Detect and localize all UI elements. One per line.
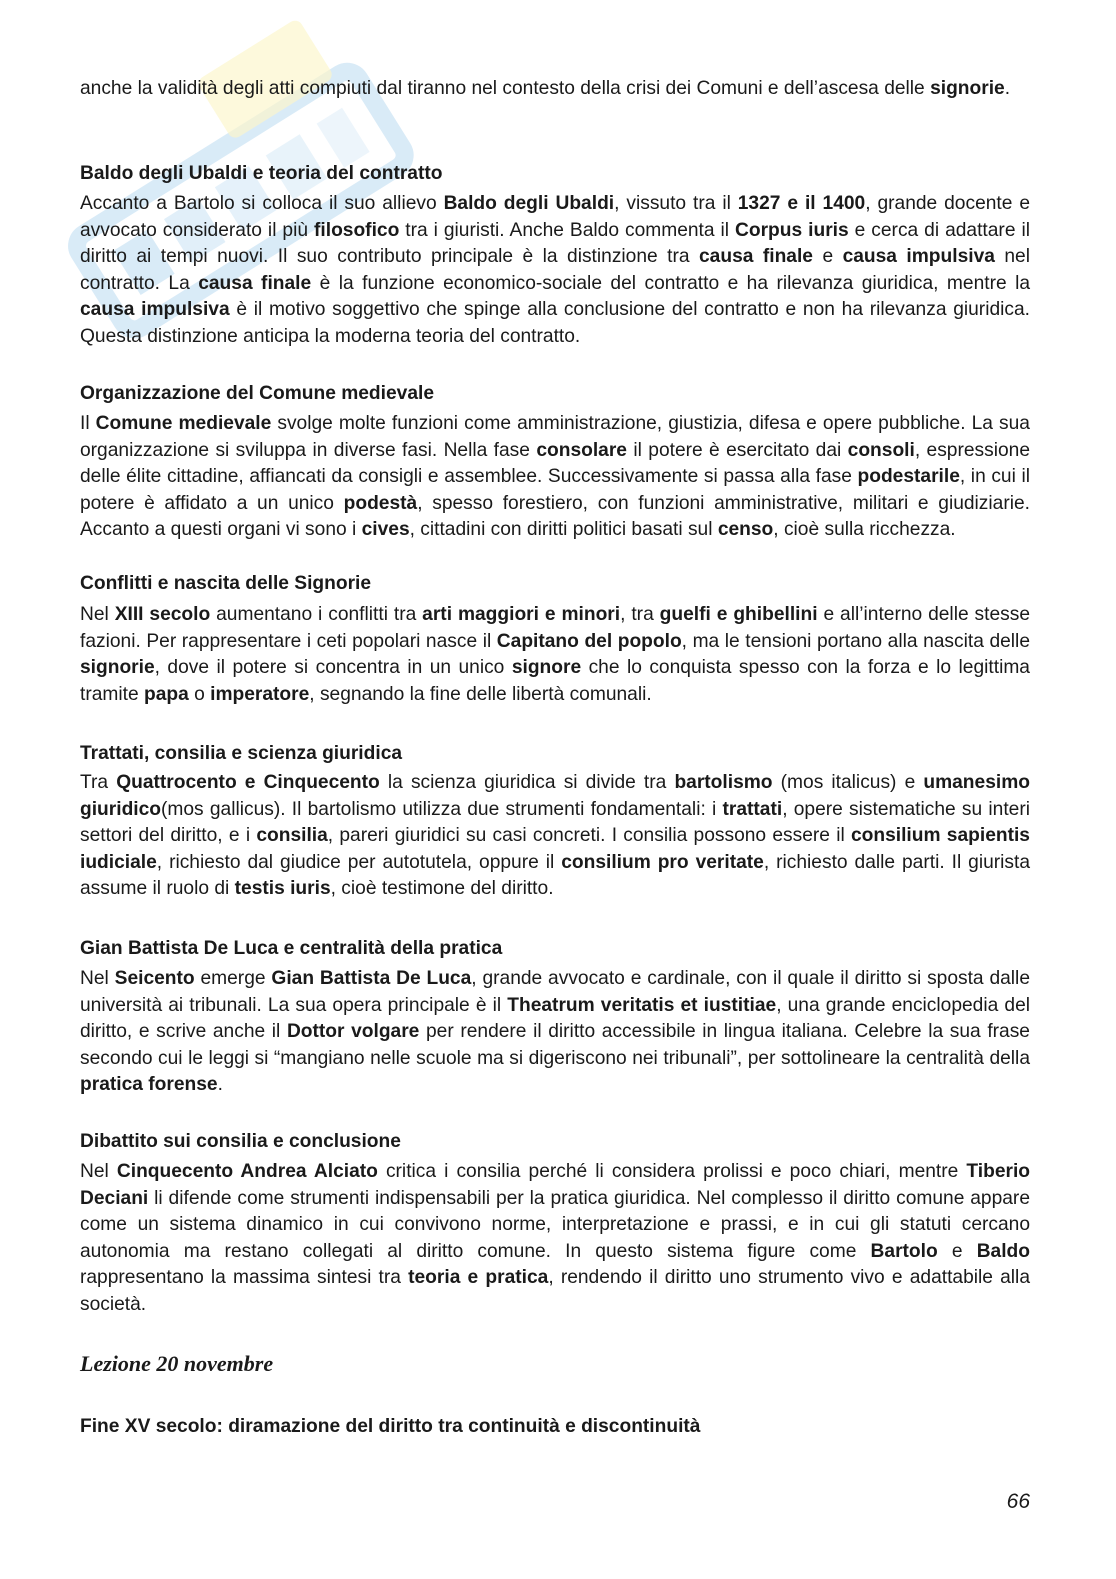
text-run: emerge [194,968,272,989]
bold-term: bartolismo [674,772,773,793]
bold-term: Capitano del popolo [496,630,682,652]
bold-term: signore [511,657,582,679]
text-run: e [812,246,843,268]
text-run: il potere è esercitato dai [626,439,848,461]
heading-deluca: Gian Battista De Luca e centralità della pratica [80,938,503,959]
text-run: Accanto a Bartolo si colloca il suo allievo [80,193,444,214]
bold-term: consilium pro veritate [561,851,764,873]
text-run: tra i giuristi. Anche Baldo commenta il [399,219,736,241]
bold-term: arti maggiori e minori [422,604,621,625]
text-run: Nel [80,604,115,625]
text-run: , ma le tensioni portano alla nascita delle [681,630,1030,652]
paragraph-baldo [80,191,1030,351]
text-run: li difende come strumenti indispensabili per la pratica giuridica. Nel complesso il diritto comune appare come un sistema dinamico in cui convivono norme, interpretazione e prassi, e in cui gli statuti cercano autonomia ma restano collegati al diritto comune. In questo sistema figure come [80,1187,1030,1262]
text-run: , cittadini con diritti politici basati sul [409,519,718,541]
bold-term: causa impulsiva [842,246,995,268]
text-run: , tra [620,604,660,625]
bold-term: XIII secolo [114,604,211,625]
bold-term: trattati [722,798,783,820]
text-run: anche la validità degli atti compiuti dal tiranno nel contesto della crisi dei Comuni e dell’ascesa delle [80,78,931,99]
text-run: , richiesto dal giudice per autotutela, oppure il [156,851,562,873]
heading-dibattito: Dibattito sui consilia e conclusione [80,1131,401,1152]
text-run: critica i consilia perché li considera prolissi e poco chiari, mentre [377,1161,967,1182]
text-run: o [188,683,211,705]
text-run: , vissuto tra il [614,193,738,214]
text-run: Il [80,413,96,434]
bold-term: Gian Battista De Luca [271,968,472,989]
bold-term: causa finale [198,272,312,294]
text-run: aumentano i conflitti tra [210,604,423,625]
bold-term: censo [717,519,774,541]
text-run: , grande docente e avvocato considerato il più [80,193,1030,241]
text-run: , spesso forestiero, con funzioni amministrative, militari e giudiziarie. Accanto a questi organi vi sono i [80,492,1030,541]
text-run: , opere sistematiche su interi settori del diritto, e i [80,798,1030,847]
paragraph-comune [80,411,1030,544]
bold-term: papa [143,683,189,705]
text-run: , pareri giuridici su casi concreti. I consilia possono essere il [327,825,851,847]
text-run: , grande avvocato e cardinale, con il quale il diritto si sposta dalle università ai tribunali. La sua opera principale è il [80,968,1030,1016]
bold-term: Corpus iuris [735,219,849,241]
text-run: Nel [80,968,115,989]
text-run: (mos gallicus). Il bartolismo utilizza due strumenti fondamentali: i [161,798,723,820]
bold-term: causa finale [699,246,813,268]
bold-term: Bartolo [870,1240,938,1262]
text-run: Tra [80,772,117,793]
bold-term: teoria e pratica [408,1267,549,1289]
bold-term: Comune medievale [95,413,272,434]
text-run: (mos italicus) e [772,772,924,793]
paragraph-deluca [80,966,1030,1099]
text-run: , cioè sulla ricchezza. [773,519,956,541]
bold-term: podestarile [857,466,960,488]
text-run: svolge molte funzioni come amministrazione, giustizia, difesa e opere pubbliche. La sua organizzazione si sviluppa in diverse fasi. Nella fase [80,413,1030,461]
bold-term: pratica forense [80,1074,218,1096]
bold-term: cives [361,519,410,541]
text-run: nel contratto. La [80,246,1030,294]
bold-term: 1327 e il 1400 [737,193,866,214]
text-run: , rendendo il diritto uno strumento vivo e adattabile alla società. [80,1267,1030,1315]
text-run: la scienza giuridica si divide tra [379,772,675,793]
bold-term: Theatrum veritatis et iustitiae [507,994,777,1016]
bold-term: Cinquecento Andrea Alciato [116,1161,378,1182]
bold-term: Baldo [976,1240,1030,1262]
heading-baldo: Baldo degli Ubaldi e teoria del contratto [80,163,443,184]
text-run: è la funzione economico-sociale del contratto e ha rilevanza giuridica, mentre la [311,272,1031,294]
text-run: , richiesto dalle parti. Il giurista assume il ruolo di [80,851,1031,900]
text-run: , una grande enciclopedia del diritto, e scrive anche il [80,994,1031,1043]
text-run: e [937,1240,977,1262]
text-run: , dove il potere si concentra in un unico [154,657,512,679]
bold-term: Quattrocento e Cinquecento [116,772,380,793]
text-run: e all’interno delle stesse fazioni. Per rappresentare i ceti popolari nasce il [80,604,1030,652]
final-heading: Fine XV secolo: diramazione del diritto tra continuità e discontinuità [80,1416,701,1437]
text-run: , espressione delle élite cittadine, affiancati da consigli e assemblee. Successivamente si passa alla fase [80,439,1030,488]
heading-conflitti: Conflitti e nascita delle Signorie [80,573,372,594]
text-run: e cerca di adattare il diritto ai tempi nuovi. Il suo contributo principale è la distinzione tra [80,219,1030,268]
text-run: , cioè testimone del diritto. [330,878,554,900]
bold-term: umanesimo giuridico [80,772,1030,820]
paragraph-conflitti [80,602,1030,708]
paragraph-dibattito [80,1159,1030,1319]
lesson-title: Lezione 20 novembre [80,1351,274,1376]
text-run: per rendere il diritto accessibile in lingua italiana. Celebre la sua frase secondo cui le leggi si “mangiano nelle scuole ma si digeriscono nei tribunali”, per sottolineare la centralità della [80,1021,1030,1069]
text-run: , segnando la fine delle libertà comunali. [309,683,652,705]
heading-trattati: Trattati, consilia e scienza giuridica [80,743,403,764]
bold-term: Seicento [114,968,195,989]
bold-term: filosofico [314,219,400,241]
bold-term: consoli [847,439,915,461]
bold-term: guelfi e ghibellini [659,604,818,625]
bold-term: testis iuris [234,878,331,900]
paragraph-trattati [80,770,1030,903]
bold-term: Tiberio Deciani [80,1161,1031,1209]
bold-term: causa impulsiva [80,299,230,321]
page-number: 66 [1006,1490,1030,1513]
text-run: è il motivo soggettivo che spinge alla conclusione del contratto e non ha rilevanza giuridica. Questa distinzione anticipa la moderna teoria del contratto. [80,299,1030,347]
text-run: , in cui il potere è affidato a un unico [80,466,1030,514]
bold-term: Baldo degli Ubaldi [443,193,615,214]
paragraph-intro [80,76,1030,103]
bold-term: podestà [343,492,418,514]
bold-term: consilium sapientis iudiciale [80,825,1030,873]
bold-term: consilia [256,825,328,847]
text-run: . [217,1074,223,1096]
text-run: rappresentano la massima sintesi tra [80,1267,409,1289]
text-run: che lo conquista spesso con la forza e lo legittima tramite [80,657,1030,705]
text-run: . [1004,78,1011,99]
bold-term: imperatore [210,683,310,705]
bold-term: signorie [930,78,1005,99]
bold-term: signorie [80,657,155,679]
heading-comune: Organizzazione del Comune medievale [80,383,434,404]
bold-term: consolare [536,439,627,461]
text-run: Nel [80,1161,117,1182]
bold-term: Dottor volgare [286,1021,420,1043]
